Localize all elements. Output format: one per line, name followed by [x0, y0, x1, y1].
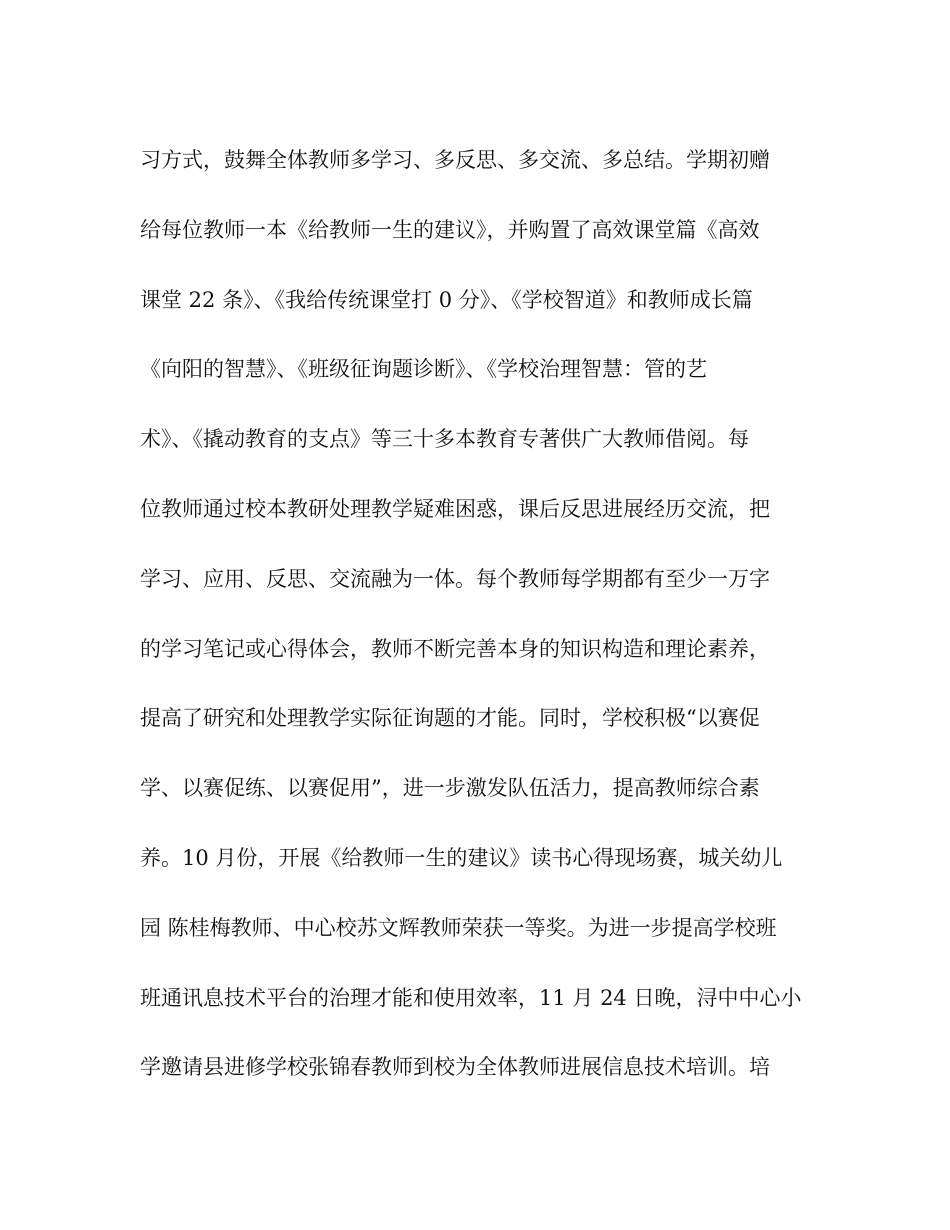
text-line-13: 班通讯息技术平台的治理才能和使用效率，11 月 24 日晚，浔中中心小: [140, 985, 802, 1010]
text-line-12: 园 陈桂梅教师、中心校苏文辉教师荣获一等奖。为进一步提高学校班: [140, 915, 777, 940]
text-line-8: 的学习笔记或心得体会，教师不断完善本身的知识构造和理论素养，: [140, 636, 770, 661]
text-line-6: 位教师通过校本教研处理教学疑难困惑，课后反思进展经历交流，把: [140, 496, 770, 521]
text-line-4: 《向阳的智慧》、《班级征询题诊断》、《学校治理智慧：管的艺: [140, 357, 707, 382]
text-line-1: 习方式，鼓舞全体教师多学习、多反思、多交流、多总结。学期初赠: [140, 148, 770, 172]
body-paragraph: [140, 126, 820, 1103]
text-line-7: 学习、应用、反思、交流融为一体。每个教师每学期都有至少一万字: [140, 566, 770, 591]
text-line-10: 学、以赛促练、以赛促用”，进一步激发队伍活力，提高教师综合素: [140, 776, 760, 801]
text-line-14: 学邀请县进修学校张锦春教师到校为全体教师进展信息技术培训。培: [140, 1055, 770, 1080]
text-line-9: 提高了研究和处理教学实际征询题的才能。同时，学校积极“以赛促: [140, 706, 760, 731]
text-line-11: 养。10 月份，开展《给教师一生的建议》读书心得现场赛，城关幼儿: [140, 845, 783, 870]
text-line-5: 术》、《撬动教育的支点》等三十多本教育专著供广大教师借阅。每: [140, 427, 749, 452]
text-line-3: 课堂 22 条》、《我给传统课堂打 0 分》、《学校智道》和教师成长篇: [140, 287, 753, 312]
text-line-2: 给每位教师一本《给教师一生的建议》，并购置了高效课堂篇《高效: [140, 217, 760, 242]
